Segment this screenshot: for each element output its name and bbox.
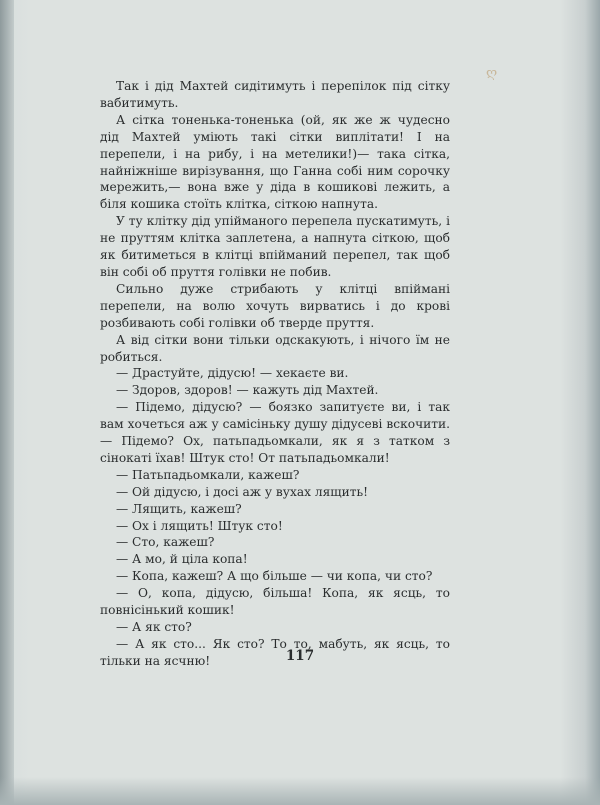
dialogue-line: — Драстуйте, дідусю! — хекаєте ви. (116, 366, 349, 381)
dialogue-line: — Лящить, кажеш? (116, 501, 242, 516)
paragraph: А сітка тоненька-тоненька (ой, як же ж чудесно дід Махтей уміють такі сітки виплітати! І на перепели, і на рибу, і на метелики!)— така сітка, найніжніше вирізування, що Ганна собі ним сорочку мережить,— вона вже у діда в кошикові лежить, а біля кошика стоїть клітка, сіткою напнута. (100, 112, 450, 212)
dialogue-line: — О, копа, дідусю, більша! Копа, як ясць, то повнісінький кошик! (100, 586, 450, 618)
dialogue-line: — Сто, кажеш? (116, 535, 215, 550)
stain-mark: ღ (486, 66, 498, 81)
paragraph: У ту клітку дід упійманого перепела пускатимуть, і не пруттям клітка заплетена, а напнута сіткою, щоб як битиметься в клітці впійманий перепел, так щоб він собі об пруття голівки не побив. (100, 214, 450, 279)
paragraph: Так і дід Махтей сидітимуть і перепілок під сітку вабитимуть. (100, 79, 450, 110)
binding-edge (0, 0, 14, 805)
body-text (100, 78, 450, 670)
dialogue-line: — Патьпадьомкали, кажеш? (116, 467, 300, 482)
page-bottom-shadow (0, 777, 600, 805)
dialogue-line: — Ой дідусю, і досі аж у вухах лящить! (116, 484, 368, 499)
paragraph: Сильно дуже стрибають у клітці впіймані перепели, на волю хочуть вирватись і до крові розбивають собі голівки об тверде пруття. (100, 281, 450, 330)
dialogue-line: — Підемо, дідусю? — боязко запитуєте ви, і так вам хочеться аж у самісіньку душу дідусеві вскочити.— Підемо? Ох, патьпадьомкали, як я з татком з сінокаті їхав! Штук сто! От патьпадьомкали! (100, 400, 450, 465)
dialogue-line: — А як сто... Як сто? То то, мабуть, як ясць, то тільки на ясчню! (100, 636, 450, 668)
dialogue-line: — Ох і лящить! Штук сто! (116, 518, 283, 533)
dialogue-line: — А як сто? (116, 620, 192, 634)
paragraph: А від сітки вони тільки одскакують, і нічого їм не робиться. (100, 332, 450, 364)
dialogue-line: — А мо, й ціла копа! (116, 552, 248, 567)
page-number: 117 (285, 648, 315, 664)
dialogue-line: — Копа, кажеш? А що більше — чи копа, чи сто? (116, 569, 433, 584)
dialogue-line: — Здоров, здоров! — кажуть дід Махтей. (116, 383, 379, 398)
